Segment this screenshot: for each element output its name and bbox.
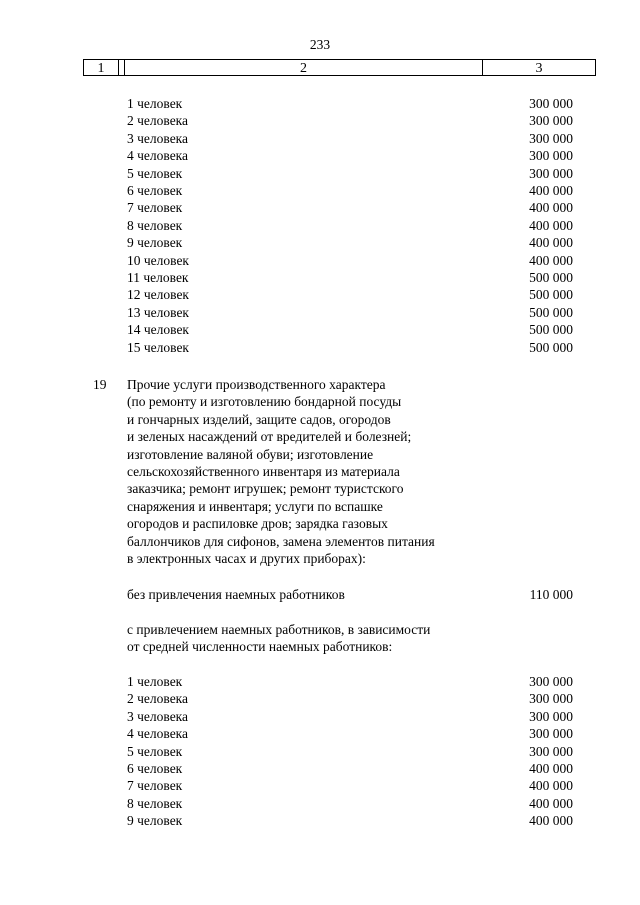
text-line: с привлечением наемных работников, в зависимости	[127, 622, 431, 637]
header-col-3: 3	[535, 61, 543, 76]
row-label: 1 человек	[127, 674, 183, 689]
row-value: 300 000	[529, 130, 573, 146]
row-value: 300 000	[529, 96, 573, 111]
row-value: 300 000	[529, 165, 573, 181]
header-col-1: 1	[84, 60, 119, 75]
row-label: 5 человек	[127, 743, 183, 759]
row-label: 7 человек	[127, 200, 183, 216]
text-line: и зеленых насаждений от вредителей и болезней;	[127, 429, 412, 445]
item-number: 19	[93, 377, 107, 392]
text-line: Прочие услуги производственного характера	[127, 377, 386, 392]
text-line: баллончиков для сифонов, замена элементов питания	[127, 533, 435, 549]
row-label: 11 человек	[127, 270, 189, 285]
hired-description	[127, 621, 430, 656]
no-hired-value: 110 000	[529, 587, 573, 602]
text-line: снаряжения и инвентаря; услуги по вспашке	[127, 498, 383, 514]
row-label: 9 человек	[127, 813, 183, 829]
row-value: 500 000	[529, 339, 573, 355]
text-line: заказчика; ремонт игрушек; ремонт туристского	[127, 481, 404, 497]
row-label: 4 человека	[127, 148, 189, 164]
row-value: 500 000	[529, 304, 573, 320]
row-value: 400 000	[529, 778, 573, 794]
row-label: 2 человека	[127, 691, 189, 707]
row-label: 9 человек	[127, 235, 183, 251]
row-label: 3 человека	[127, 708, 189, 724]
row-value: 300 000	[529, 113, 573, 129]
row-value: 400 000	[529, 217, 573, 233]
text-line: огородов и распиловке дров; зарядка газовых	[127, 516, 388, 532]
row-value: 300 000	[529, 726, 573, 742]
row-label: 6 человек	[127, 183, 183, 198]
row-value: 400 000	[529, 200, 573, 216]
row-value: 300 000	[529, 148, 573, 164]
text-line: от средней численности наемных работников:	[127, 639, 393, 655]
row-value: 400 000	[529, 252, 573, 268]
row-value: 400 000	[529, 235, 573, 251]
row-label: 8 человек	[127, 795, 183, 811]
column-header-table	[83, 59, 596, 76]
row-label: 15 человек	[127, 339, 189, 355]
text-line: сельскохозяйственного инвентаря из материала	[127, 464, 400, 480]
text-line: в электронных часах и других приборах):	[127, 551, 366, 567]
row-label: 1 человек	[127, 96, 183, 111]
row-label: 10 человек	[127, 252, 189, 268]
row-label: 14 человек	[127, 322, 189, 338]
row-label: 5 человек	[127, 165, 183, 181]
page-number: 233	[309, 37, 331, 52]
row-value: 400 000	[529, 795, 573, 811]
row-value: 400 000	[529, 813, 573, 829]
row-value: 400 000	[529, 761, 573, 776]
no-hired-label: без привлечения наемных работников	[127, 587, 345, 602]
text-line: изготовление валяной обуви; изготовление	[127, 446, 374, 462]
row-value: 500 000	[529, 322, 573, 338]
row-label: 2 человека	[127, 113, 189, 129]
row-value: 300 000	[529, 691, 573, 707]
text-line: и гончарных изделий, защите садов, огородов	[127, 411, 391, 427]
item-description	[127, 376, 435, 567]
row-label: 8 человек	[127, 217, 183, 233]
row-value: 400 000	[529, 183, 573, 198]
row-label: 7 человек	[127, 778, 183, 794]
row-label: 12 человек	[127, 287, 189, 303]
row-label: 3 человека	[127, 130, 189, 146]
row-value: 300 000	[529, 743, 573, 759]
row-label: 13 человек	[127, 304, 189, 320]
row-label: 4 человека	[127, 726, 189, 742]
text-line: (по ремонту и изготовлению бондарной посуды	[127, 394, 402, 410]
row-value: 300 000	[529, 674, 573, 689]
row-value: 500 000	[529, 270, 573, 285]
row-value: 300 000	[529, 708, 573, 724]
row-value: 500 000	[529, 287, 573, 303]
header-col-2: 2	[125, 60, 483, 75]
row-label: 6 человек	[127, 761, 183, 776]
